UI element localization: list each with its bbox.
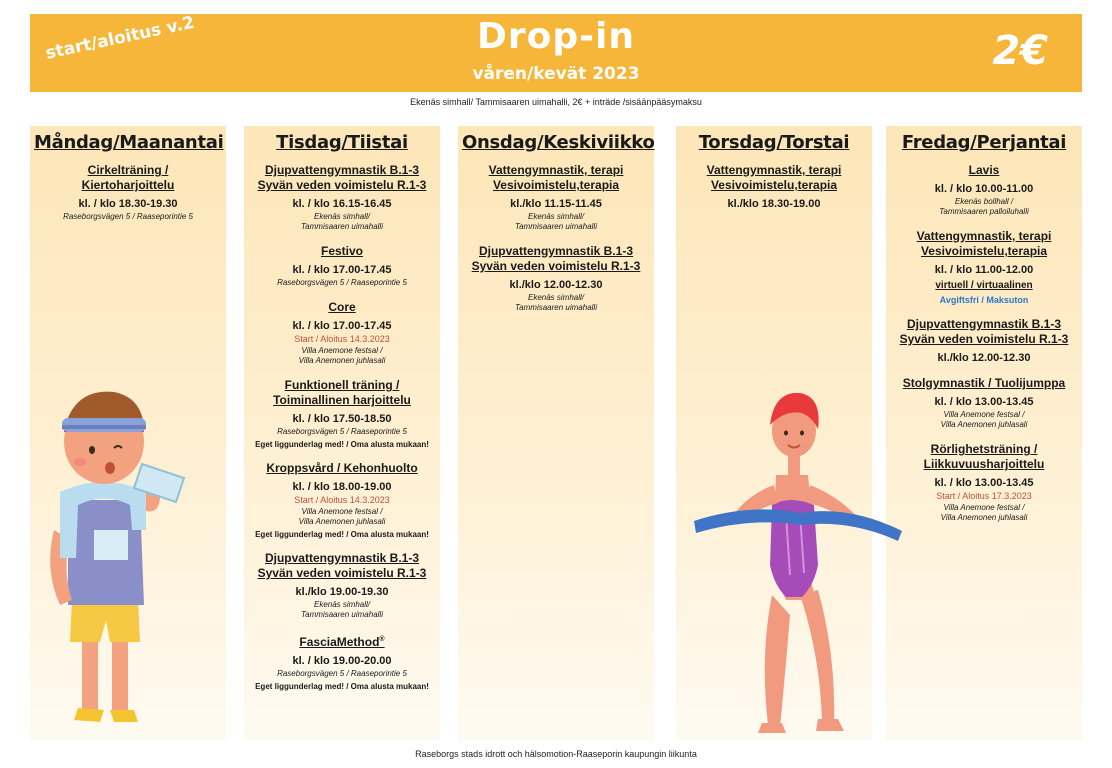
day-heading: Torsdag/Torstai <box>698 132 850 153</box>
activity-place: Villa Anemone festsal / Villa Anemonen juhlasali <box>298 507 386 526</box>
activity-name-text: FasciaMethod <box>299 635 380 649</box>
activity-place: Villa Anemone festsal / Villa Anemonen juhlasali <box>940 503 1028 522</box>
day-column-3 <box>458 126 654 740</box>
activity-name <box>248 163 436 193</box>
activity-name <box>890 229 1078 259</box>
activity-name-text: Djupvattengymnastik B.1-3 Syvän veden voimistelu R.1-3 <box>471 244 641 273</box>
activity-item <box>248 378 436 449</box>
activity-time: kl. / klo 18.30-19.30 <box>78 198 178 210</box>
swimmer-illustration <box>690 385 905 740</box>
activity-item <box>248 244 436 288</box>
activity-item <box>462 163 650 232</box>
header-banner <box>30 14 1082 92</box>
activity-name <box>248 461 436 476</box>
activity-name <box>462 244 650 274</box>
activity-item <box>248 551 436 620</box>
activity-time: kl. / klo 18.00-19.00 <box>292 481 392 493</box>
activity-name-text: Kroppsvård / Kehonhuolto <box>266 461 418 475</box>
activity-item <box>680 163 868 210</box>
activity-time: kl. / klo 10.00-11.00 <box>934 183 1034 195</box>
activity-name-text: Lavis <box>968 163 1000 177</box>
activity-name <box>680 163 868 193</box>
activity-name <box>890 442 1078 472</box>
activity-name-text: Cirkelträning / Kiertoharjoittelu <box>81 163 175 192</box>
activity-name <box>890 163 1078 178</box>
day-heading: Onsdag/Keskiviikko <box>462 132 655 153</box>
activity-name-text: Festivo <box>320 244 363 258</box>
activity-name <box>248 551 436 581</box>
price-label: 2€ <box>992 28 1048 74</box>
day-column-2 <box>244 126 440 740</box>
footer-credit: Raseborgs stads idrott och hälsomotion-Raaseporin kaupungin liikunta <box>415 749 697 759</box>
activity-name <box>248 244 436 259</box>
activity-time: kl. / klo 19.00-20.00 <box>292 655 392 667</box>
activity-place: Ekenäs simhall/ Tammisaaren uimahalli <box>515 293 597 312</box>
activity-free: Avgiftsfri / Maksuton <box>939 295 1029 305</box>
activity-time: kl. / klo 13.00-13.45 <box>934 477 1034 489</box>
activity-item <box>248 461 436 539</box>
activity-item <box>890 229 1078 305</box>
activity-time: kl./klo 18.30-19.00 <box>727 198 821 210</box>
activity-item <box>890 317 1078 364</box>
activity-online: virtuell / virtuaalinen <box>935 280 1033 291</box>
day-column-5 <box>886 126 1082 740</box>
activity-time: kl./klo 12.00-12.30 <box>937 352 1031 364</box>
activity-name-text: Rörlighetsträning / Liikkuvuusharjoittelu <box>923 442 1045 471</box>
activity-time: kl. / klo 17.00-17.45 <box>292 264 392 276</box>
activity-name-text: Djupvattengymnastik B.1-3 Syvän veden voimistelu R.1-3 <box>899 317 1069 346</box>
activity-note: Eget liggunderlag med! / Oma alusta mukaan! <box>255 530 429 539</box>
subtitle: Ekenäs simhall/ Tammisaaren uimahalli, 2€ + inträde /sisäänpääsymaksu <box>410 97 702 107</box>
activity-place: Raseborgsvägen 5 / Raaseporintie 5 <box>63 212 193 221</box>
activity-item <box>248 632 436 691</box>
activity-name <box>890 376 1078 391</box>
activity-place: Ekenäs simhall/ Tammisaaren uimahalli <box>515 212 597 231</box>
activity-place: Ekenäs simhall/ Tammisaaren uimahalli <box>301 212 383 231</box>
activity-item <box>248 300 436 366</box>
activity-name <box>890 317 1078 347</box>
activity-place: Villa Anemone festsal / Villa Anemonen juhlasali <box>298 346 386 365</box>
activity-name <box>462 163 650 193</box>
version-label: start/aloitus v.2 <box>43 12 197 64</box>
activity-time: kl. / klo 17.50-18.50 <box>292 413 392 425</box>
activity-place: Ekenäs simhall/ Tammisaaren uimahalli <box>301 600 383 619</box>
man-drinking-illustration <box>34 380 204 730</box>
activity-name <box>34 163 222 193</box>
activity-time: kl. / klo 11.00-12.00 <box>934 264 1034 276</box>
activity-name-text: Funktionell träning / Toiminallinen harjoittelu <box>273 378 411 407</box>
activity-name-text: Vattengymnastik, terapi Vesivoimistelu,terapia <box>706 163 842 192</box>
activity-item <box>890 163 1078 217</box>
activity-time: kl./klo 11.15-11.45 <box>510 198 602 210</box>
day-heading: Tisdag/Tiistai <box>276 132 408 153</box>
activity-note: Eget liggunderlag med! / Oma alusta mukaan! <box>255 440 429 449</box>
registered-mark: ® <box>379 636 385 643</box>
activity-item <box>890 442 1078 523</box>
activity-name-text: Djupvattengymnastik B.1-3 Syvän veden voimistelu R.1-3 <box>257 551 427 580</box>
activity-note: Eget liggunderlag med! / Oma alusta mukaan! <box>255 682 429 691</box>
activity-place: Ekenäs bollhall / Tammisaaren palloiluhalli <box>939 197 1029 216</box>
activity-time: kl./klo 19.00-19.30 <box>295 586 389 598</box>
activity-place: Raseborgsvägen 5 / Raaseporintie 5 <box>277 278 407 287</box>
activity-name <box>248 632 436 650</box>
activity-place: Raseborgsvägen 5 / Raaseporintie 5 <box>277 669 407 678</box>
activity-item <box>890 376 1078 430</box>
activity-item <box>462 244 650 313</box>
activity-time: kl. / klo 13.00-13.45 <box>934 396 1034 408</box>
activity-name-text: Djupvattengymnastik B.1-3 Syvän veden voimistelu R.1-3 <box>257 163 427 192</box>
activity-item <box>248 163 436 232</box>
activity-name-text: Stolgymnastik / Tuolijumppa <box>902 376 1066 390</box>
activity-start-date: Start / Aloitus 17.3.2023 <box>936 491 1032 501</box>
activity-time: kl./klo 12.00-12.30 <box>509 279 603 291</box>
activity-time: kl. / klo 17.00-17.45 <box>292 320 392 332</box>
page-title: Drop-in <box>476 16 636 57</box>
activity-name-text: Vattengymnastik, terapi Vesivoimistelu,terapia <box>488 163 624 192</box>
activity-time: kl. / klo 16.15-16.45 <box>292 198 392 210</box>
activity-item <box>34 163 222 222</box>
activity-name-text: Core <box>328 300 356 314</box>
activity-place: Villa Anemone festsal / Villa Anemonen juhlasali <box>940 410 1028 429</box>
activity-start-date: Start / Aloitus 14.3.2023 <box>294 495 390 505</box>
activity-name <box>248 378 436 408</box>
activity-place: Raseborgsvägen 5 / Raaseporintie 5 <box>277 427 407 436</box>
day-heading: Måndag/Maanantai <box>34 132 224 153</box>
season-label: våren/kevät 2023 <box>472 64 640 84</box>
day-heading: Fredag/Perjantai <box>901 132 1067 153</box>
activity-start-date: Start / Aloitus 14.3.2023 <box>294 334 390 344</box>
activity-name <box>248 300 436 315</box>
activity-name-text: Vattengymnastik, terapi Vesivoimistelu,terapia <box>916 229 1052 258</box>
